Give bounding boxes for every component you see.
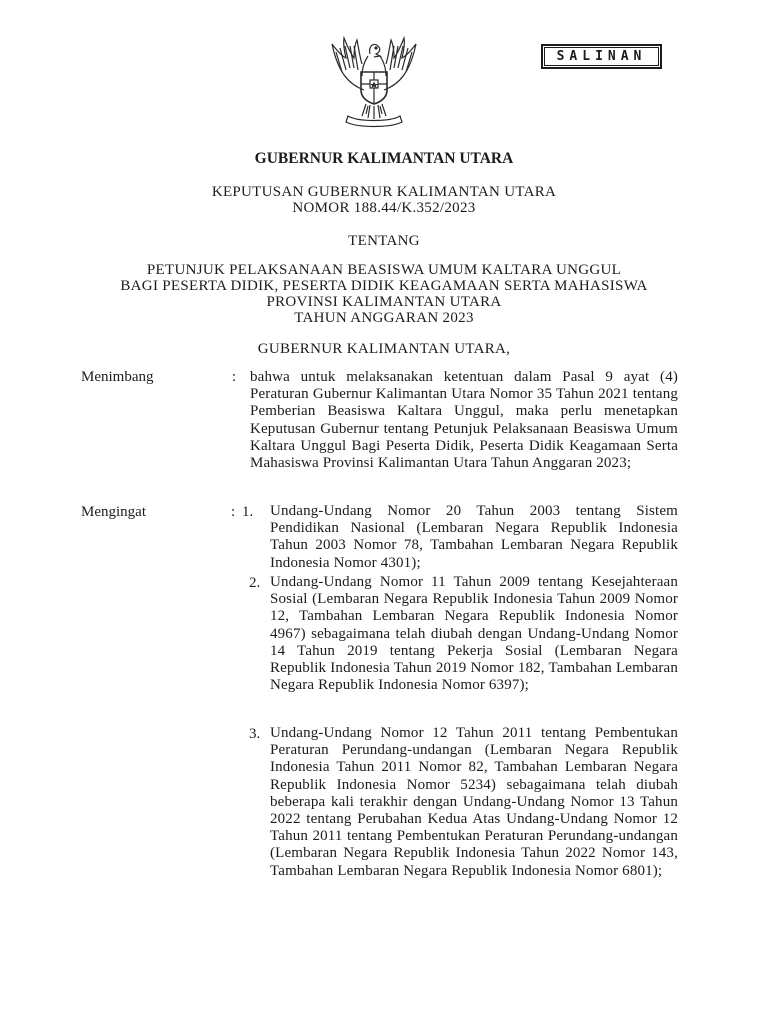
mengingat-item-text: Undang-Undang Nomor 12 Tahun 2011 tentang Pembentukan Peraturan Perundang-undangan (Lembaran Negara Republik Indonesia Tahun 2011 Nomor 82, Tambahan Lembaran Negara Republik Indonesia Nomor 5234) sebagaimana telah diubah beberapa kali terakhir dengan Undang-Undang Nomor 13 Tahun 2022 tentang Perubahan Kedua Atas Undang-Undang Nomor 12 Tahun 2011 tentang Pembentukan Peraturan Perundang-undangan (Lembaran Negara Republik Indonesia Tahun 2022 Nomor 143, Tambahan Lembaran Negara Republik Indonesia Nomor 6801); [270, 725, 678, 879]
stamp-label: SALINAN [556, 49, 647, 64]
mengingat-colon: : [231, 504, 236, 520]
mengingat-item-number: 3. [249, 726, 261, 742]
mengingat-label: Mengingat [81, 504, 146, 520]
subject-line: PROVINSI KALIMANTAN UTARA [266, 294, 502, 310]
mengingat-item-text: Undang-Undang Nomor 20 Tahun 2003 tentang Sistem Pendidikan Nasional (Lembaran Negara Republik Indonesia Tahun 2003 Nomor 78, Tambahan Lembaran Negara Republik Indonesia Nomor 4301); [270, 503, 678, 571]
salinan-stamp [541, 44, 662, 69]
menimbang-colon: : [232, 369, 237, 385]
governor-line: GUBERNUR KALIMANTAN UTARA, [257, 341, 511, 357]
subject-line: TAHUN ANGGARAN 2023 [294, 310, 474, 326]
menimbang-text: bahwa untuk melaksanakan ketentuan dalam Pasal 9 ayat (4) Peraturan Gubernur Kalimantan Utara Nomor 35 Tahun 2021 tentang Pemberian Beasiswa Kaltara Unggul, maka perlu menetapkan Keputusan Gubernur tentang Petunjuk Pelaksanaan Beasiswa Umum Kaltara Unggul Bagi Peserta Didik, Peserta Didik Keagamaan Serta Mahasiswa Provinsi Kalimantan Utara Tahun Anggaran 2023; [250, 369, 678, 472]
decision-number: NOMOR 188.44/K.352/2023 [292, 200, 476, 216]
menimbang-label: Menimbang [81, 369, 154, 385]
mengingat-item-number: 2. [249, 575, 261, 591]
decision-line-1: KEPUTUSAN GUBERNUR KALIMANTAN UTARA [211, 184, 557, 200]
decision-heading [90, 184, 678, 216]
garuda-emblem-icon [318, 32, 430, 132]
subject-line: BAGI PESERTA DIDIK, PESERTA DIDIK KEAGAMAAN SERTA MAHASISWA [120, 278, 648, 294]
decision-subject [90, 262, 678, 326]
tentang-heading: TENTANG [348, 233, 420, 249]
issuer-title: GUBERNUR KALIMANTAN UTARA [254, 150, 514, 167]
mengingat-item-text: Undang-Undang Nomor 11 Tahun 2009 tentang Kesejahteraan Sosial (Lembaran Negara Republik Indonesia Tahun 2009 Nomor 12, Tambahan Lembaran Negara Republik Indonesia Nomor 4967) sebagaimana telah diubah dengan Undang-Undang Nomor 14 Tahun 2019 tentang Pekerja Sosial (Lembaran Negara Republik Indonesia Tahun 2019 Nomor 182, Tambahan Lembaran Negara Republik Indonesia Nomor 6397); [270, 574, 678, 694]
mengingat-item-number: 1. [242, 504, 254, 520]
subject-line: PETUNJUK PELAKSANAAN BEASISWA UMUM KALTARA UNGGUL [146, 262, 622, 278]
